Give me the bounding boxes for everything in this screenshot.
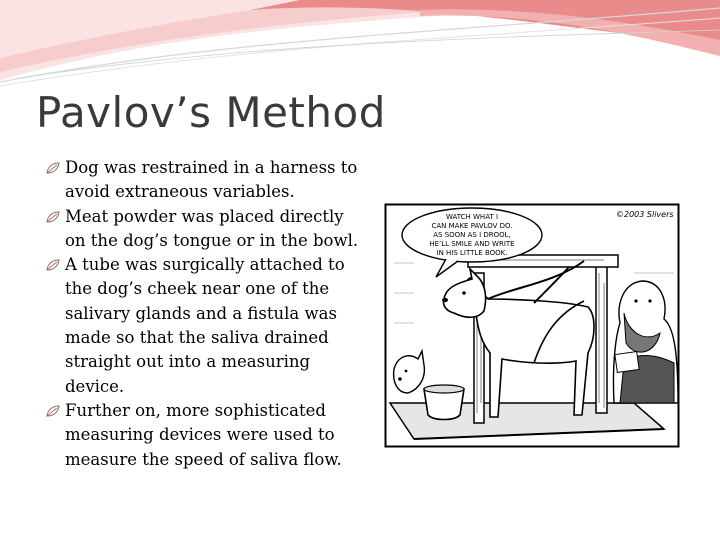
- leaf-bullet-icon: [45, 161, 61, 175]
- leaf-bullet-icon: [45, 210, 61, 224]
- pavlov-cartoon-image: [384, 203, 680, 448]
- leaf-bullet-icon: [45, 404, 61, 418]
- speech-line: IN HIS LITTLE BOOK.: [436, 249, 508, 257]
- leaf-bullet-icon: [45, 258, 61, 272]
- slide-title: Pavlov’s Method: [36, 88, 386, 137]
- speech-line: CAN MAKE PAVLOV DO.: [431, 222, 513, 230]
- bullet-text: A tube was surgically attached to the dog’s cheek near one of the salivary glands and a fistula was made so that the saliva drained straight out into a measuring device.: [65, 255, 345, 396]
- speech-line: AS SOON AS I DROOL,: [433, 231, 511, 239]
- speech-line: WATCH WHAT I: [445, 213, 499, 221]
- bullet-item: [44, 205, 364, 254]
- bullet-text: Meat powder was placed directly on the dog’s tongue or in the bowl.: [65, 206, 359, 250]
- bullet-text: Further on, more sophisticated measuring devices were used to measure the speed of saliva flow.: [65, 400, 342, 469]
- cartoon-signature: ©2003 Slivers: [616, 210, 674, 219]
- bullet-list: [44, 156, 364, 472]
- bullet-item: [44, 156, 364, 205]
- bullet-item: [44, 399, 364, 472]
- speech-line: HE’LL SMILE AND WRITE: [429, 240, 515, 248]
- bullet-item: [44, 253, 364, 399]
- header-swoosh-decoration: [0, 0, 720, 90]
- bullet-text: Dog was restrained in a harness to avoid extraneous variables.: [65, 158, 358, 202]
